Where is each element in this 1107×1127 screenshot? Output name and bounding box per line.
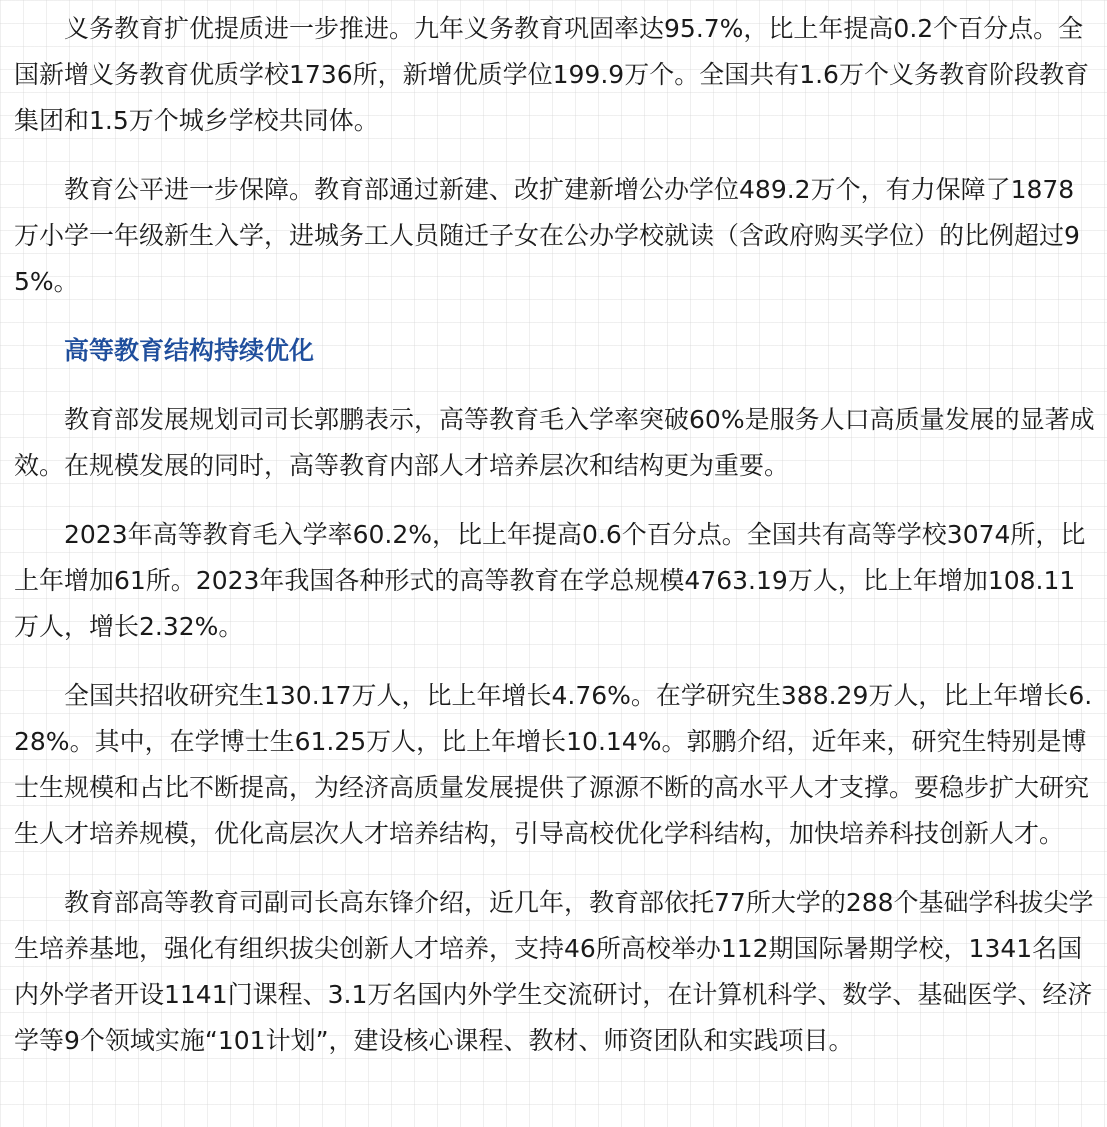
paragraph-compulsory-education: 义务教育扩优提质进一步推进。九年义务教育巩固率达95.7%，比上年提高0.2个百分点。全国新增义务教育优质学校1736所，新增优质学位199.9万个。全国共有1.6万个义务教育阶段教育集团和1.5万个城乡学校共同体。 bbox=[14, 14, 1089, 135]
paragraph-higher-education-stats: 2023年高等教育毛入学率60.2%，比上年提高0.6个百分点。全国共有高等学校3074所，比上年增加61所。2023年我国各种形式的高等教育在学总规模4763.19万人，比上年增加108.11万人，增长2.32%。 bbox=[14, 520, 1086, 641]
paragraph-talent-programs: 教育部高等教育司副司长高东锋介绍，近几年，教育部依托77所大学的288个基础学科拔尖学生培养基地，强化有组织拔尖创新人才培养，支持46所高校举办112期国际暑期学校，1341名国内外学者开设1141门课程、3.1万名国内外学生交流研讨，在计算机科学、数学、基础医学、经济学等9个领域实施“101计划”，建设核心课程、教材、师资团队和实践项目。 bbox=[14, 888, 1094, 1055]
paragraph-education-equity: 教育公平进一步保障。教育部通过新建、改扩建新增公办学位489.2万个，有力保障了1878万小学一年级新生入学，进城务工人员随迁子女在公办学校就读（含政府购买学位）的比例超过95%。 bbox=[14, 175, 1080, 296]
paragraph-enrollment-rate-remarks: 教育部发展规划司司长郭鹏表示，高等教育毛入学率突破60%是服务人口高质量发展的显著成效。在规模发展的同时，高等教育内部人才培养层次和结构更为重要。 bbox=[14, 405, 1095, 480]
section-heading: 高等教育结构持续优化 bbox=[64, 336, 315, 365]
paragraph-graduate-students: 全国共招收研究生130.17万人，比上年增长4.76%。在学研究生388.29万人，比上年增长6.28%。其中，在学博士生61.25万人，比上年增长10.14%。郭鹏介绍，近年来，研究生特别是博士生规模和占比不断提高，为经济高质量发展提供了源源不断的高水平人才支撑。要稳步扩大研究生人才培养规模，优化高层次人才培养结构，引导高校优化学科结构，加快培养科技创新人才。 bbox=[14, 681, 1093, 848]
